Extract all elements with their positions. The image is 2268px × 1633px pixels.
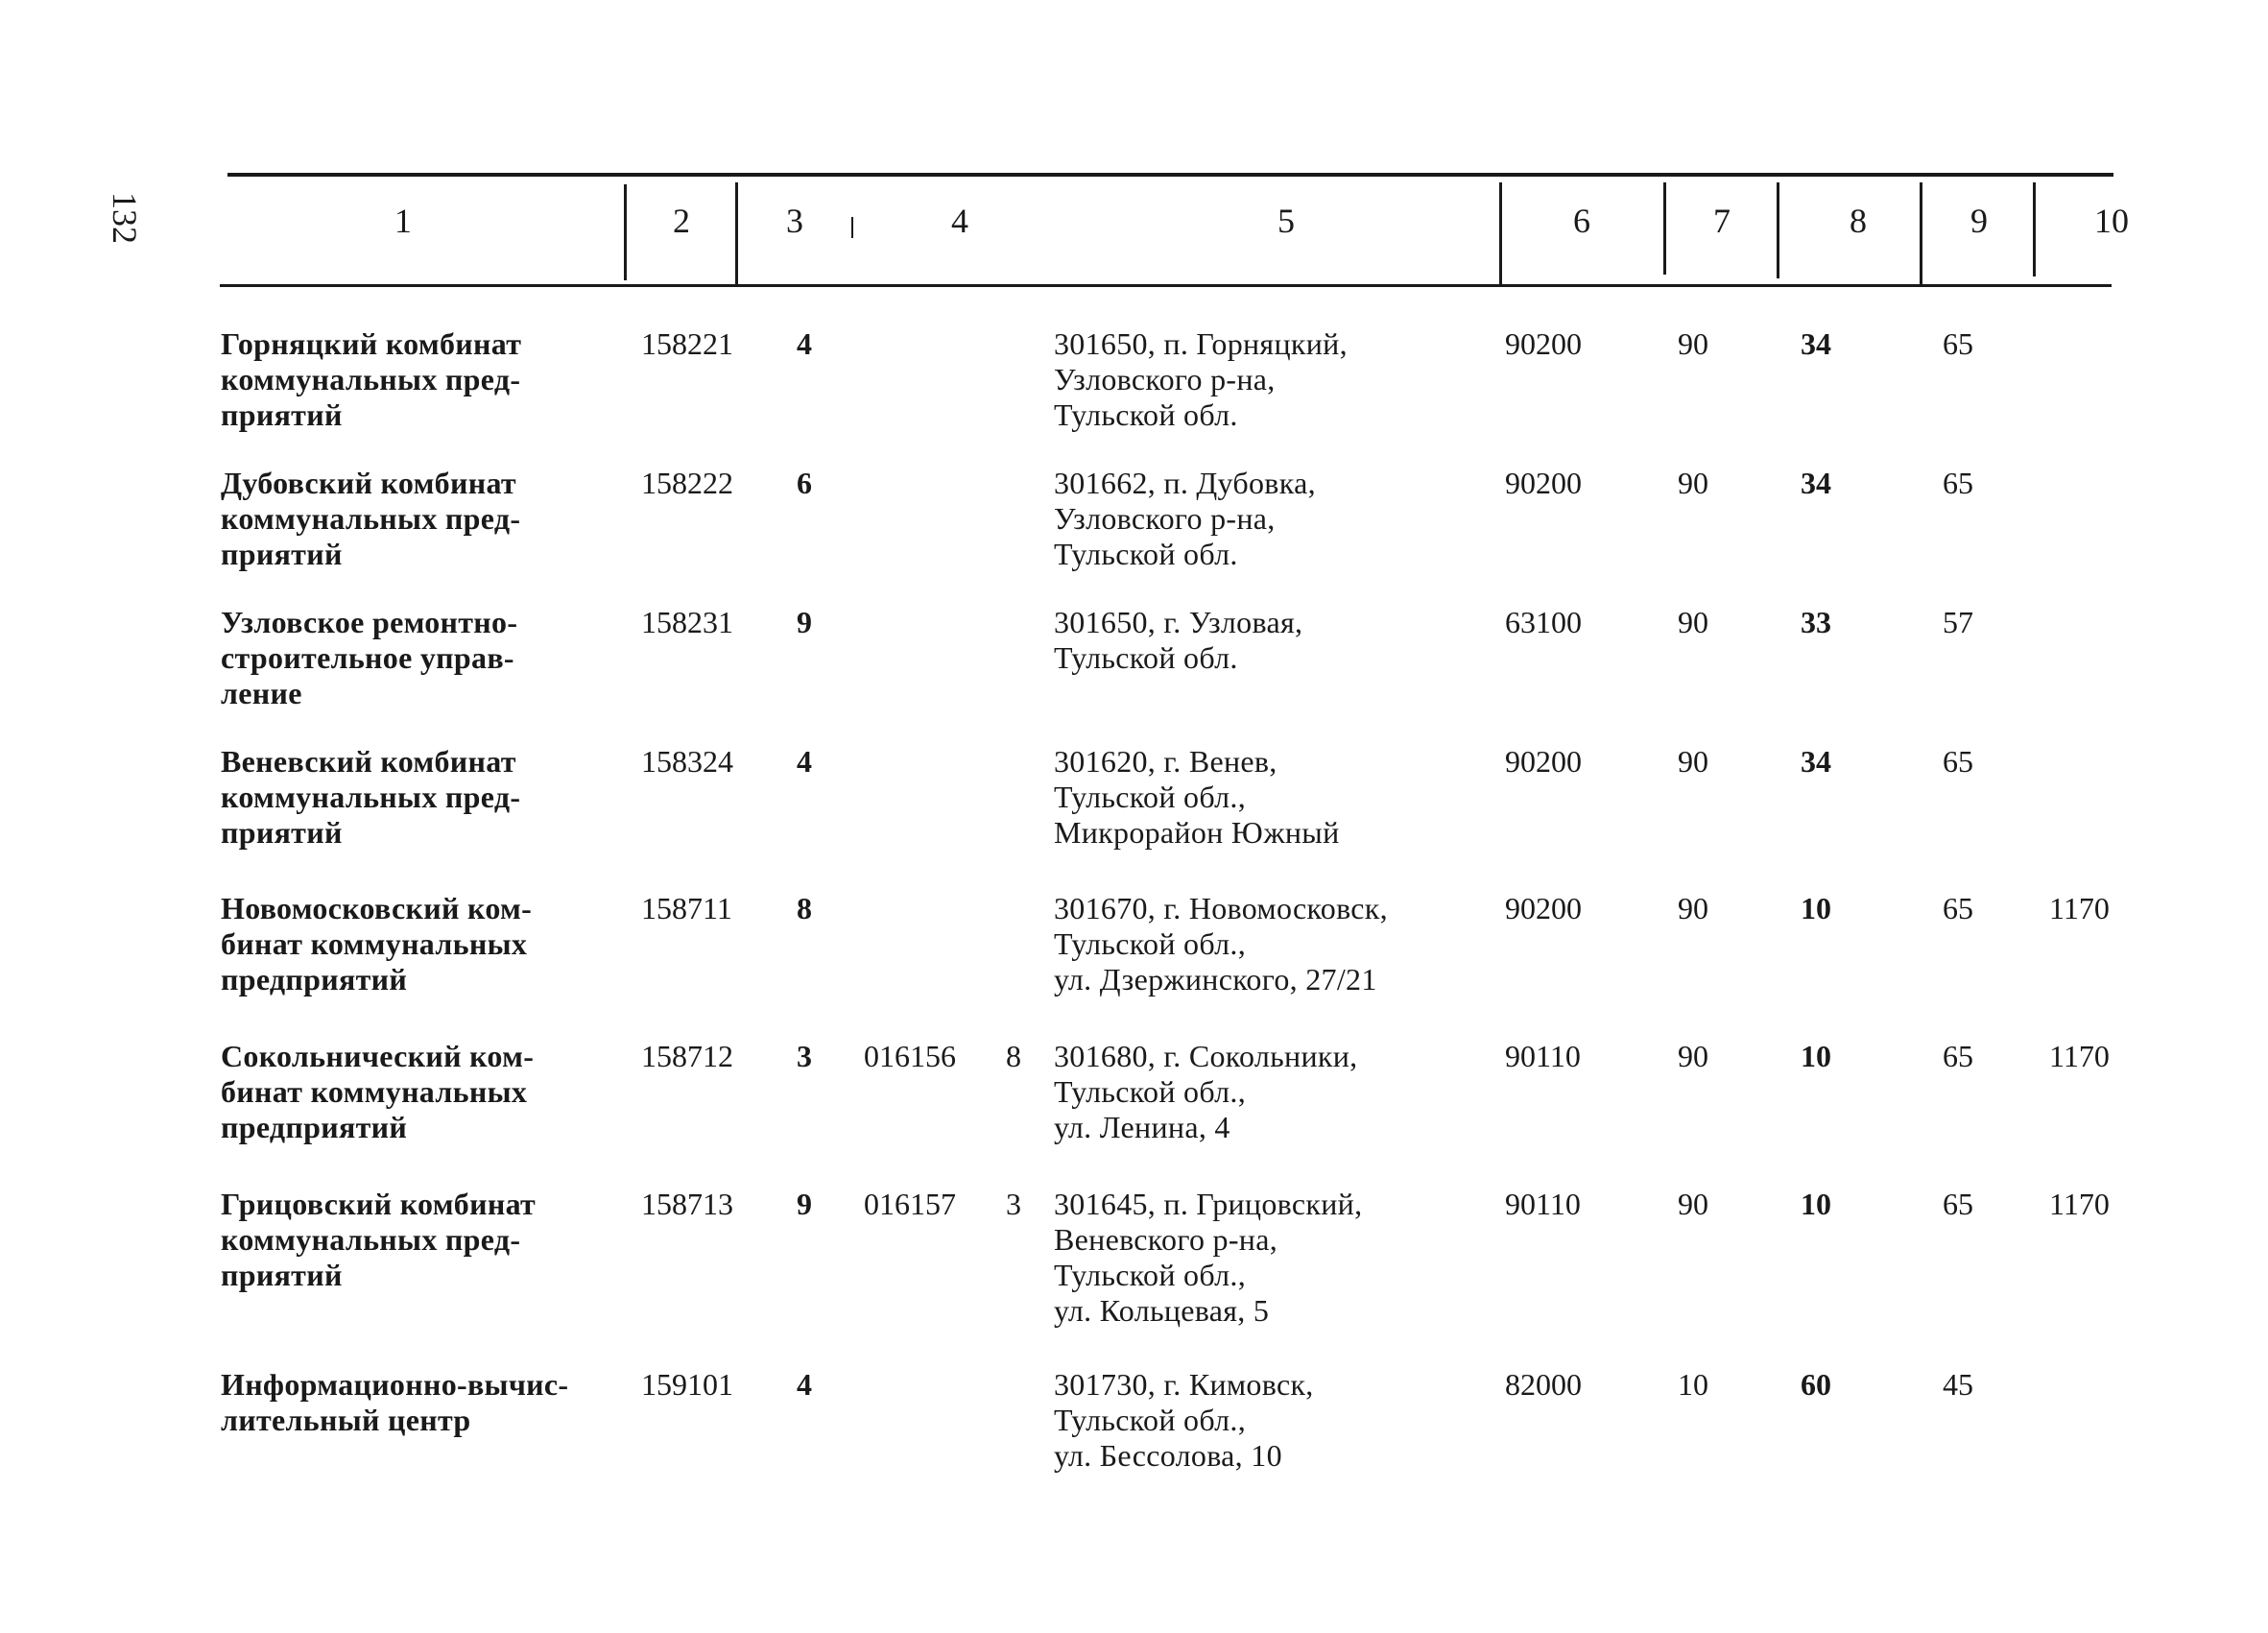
code-col-8: 34: [1801, 466, 1831, 500]
header-divider: [1663, 182, 1666, 275]
address: 301645, п. Грицовский, Веневского р-на, Тульской обл., ул. Кольцевая, 5: [1054, 1187, 1363, 1328]
code-col-8: 10: [1801, 891, 1831, 925]
address: 301680, г. Сокольники, Тульской обл., ул. Ленина, 4: [1054, 1039, 1358, 1144]
table-top-rule: [227, 173, 2113, 177]
column-header-7: 7: [1713, 202, 1731, 240]
column-header-3: 3: [786, 202, 803, 240]
code-col-7: 10: [1678, 1367, 1708, 1402]
code-col-10: 1170: [2049, 891, 2110, 925]
code-col-8: 34: [1801, 326, 1831, 361]
code-col-6: 63100: [1505, 605, 1582, 639]
code-col-8: 33: [1801, 605, 1831, 639]
address: 301730, г. Кимовск, Тульской обл., ул. Бессолова, 10: [1054, 1367, 1314, 1473]
address: 301662, п. Дубовка, Узловского р-на, Тульской обл.: [1054, 466, 1316, 571]
org-name: Веневский комбинат коммунальных пред- приятий: [221, 744, 521, 850]
org-name: Новомосковский ком- бинат коммунальных предприятий: [221, 891, 533, 997]
code-col-3: 9: [797, 1187, 812, 1221]
org-name: Грицовский комбинат коммунальных пред- приятий: [221, 1187, 537, 1292]
column-header-5: 5: [1277, 202, 1295, 240]
code-col-8: 10: [1801, 1039, 1831, 1073]
column-header-10: 10: [2094, 202, 2129, 240]
address: 301650, г. Узловая, Тульской обл.: [1054, 605, 1303, 675]
code-col-10: 1170: [2049, 1039, 2110, 1073]
code-col-6: 90110: [1505, 1039, 1581, 1073]
code-col-8: 34: [1801, 744, 1831, 779]
code-col-2: 158324: [641, 744, 733, 779]
header-divider: [1920, 182, 1922, 284]
code-col-6: 90200: [1505, 744, 1582, 779]
code-col-7: 90: [1678, 1187, 1708, 1221]
code-col-8: 10: [1801, 1187, 1831, 1221]
code-col-3: 4: [797, 326, 812, 361]
code-col-9: 65: [1943, 1039, 1973, 1073]
code-col-4a: 016157: [864, 1187, 956, 1221]
address: 301670, г. Новомосковск, Тульской обл., ул. Дзержинского, 27/21: [1054, 891, 1388, 997]
code-col-7: 90: [1678, 744, 1708, 779]
code-col-2: 158222: [641, 466, 733, 500]
code-col-6: 90200: [1505, 326, 1582, 361]
header-divider: [1499, 182, 1502, 284]
code-col-9: 45: [1943, 1367, 1973, 1402]
code-col-7: 90: [1678, 605, 1708, 639]
org-name: Информационно-вычис- лительный центр: [221, 1367, 569, 1437]
code-col-4b: 3: [1006, 1187, 1021, 1221]
org-name: Горняцкий комбинат коммунальных пред- приятий: [221, 326, 522, 432]
column-header-9: 9: [1970, 202, 1988, 240]
table-header-rule: [220, 284, 2112, 287]
header-divider: [851, 217, 853, 238]
address: 301650, п. Горняцкий, Узловского р-на, Тульской обл.: [1054, 326, 1348, 432]
code-col-2: 158712: [641, 1039, 733, 1073]
column-header-6: 6: [1573, 202, 1590, 240]
header-divider: [735, 182, 738, 284]
address: 301620, г. Венев, Тульской обл., Микрорайон Южный: [1054, 744, 1340, 850]
column-header-8: 8: [1850, 202, 1867, 240]
header-divider: [2033, 182, 2036, 276]
code-col-9: 65: [1943, 744, 1973, 779]
code-col-10: 1170: [2049, 1187, 2110, 1221]
code-col-6: 82000: [1505, 1367, 1582, 1402]
code-col-9: 65: [1943, 891, 1973, 925]
code-col-2: 158221: [641, 326, 733, 361]
column-header-2: 2: [673, 202, 690, 240]
code-col-2: 159101: [641, 1367, 733, 1402]
code-col-7: 90: [1678, 1039, 1708, 1073]
code-col-7: 90: [1678, 466, 1708, 500]
org-name: Узловское ремонтно- строительное управ- ление: [221, 605, 518, 710]
code-col-6: 90200: [1505, 466, 1582, 500]
column-header-1: 1: [394, 202, 412, 240]
code-col-3: 8: [797, 891, 812, 925]
page-number: 132: [106, 192, 144, 244]
code-col-2: 158711: [641, 891, 732, 925]
header-divider: [624, 184, 627, 280]
code-col-6: 90200: [1505, 891, 1582, 925]
code-col-9: 57: [1943, 605, 1973, 639]
code-col-6: 90110: [1505, 1187, 1581, 1221]
code-col-7: 90: [1678, 891, 1708, 925]
code-col-3: 9: [797, 605, 812, 639]
code-col-3: 6: [797, 466, 812, 500]
code-col-8: 60: [1801, 1367, 1831, 1402]
code-col-2: 158231: [641, 605, 733, 639]
header-divider: [1777, 182, 1779, 278]
org-name: Дубовский комбинат коммунальных пред- приятий: [221, 466, 521, 571]
code-col-9: 65: [1943, 1187, 1973, 1221]
code-col-9: 65: [1943, 466, 1973, 500]
code-col-3: 3: [797, 1039, 812, 1073]
code-col-4a: 016156: [864, 1039, 956, 1073]
code-col-4b: 8: [1006, 1039, 1021, 1073]
org-name: Сокольнический ком- бинат коммунальных предприятий: [221, 1039, 535, 1144]
code-col-3: 4: [797, 1367, 812, 1402]
code-col-2: 158713: [641, 1187, 733, 1221]
code-col-9: 65: [1943, 326, 1973, 361]
code-col-3: 4: [797, 744, 812, 779]
column-header-4: 4: [951, 202, 968, 240]
code-col-7: 90: [1678, 326, 1708, 361]
